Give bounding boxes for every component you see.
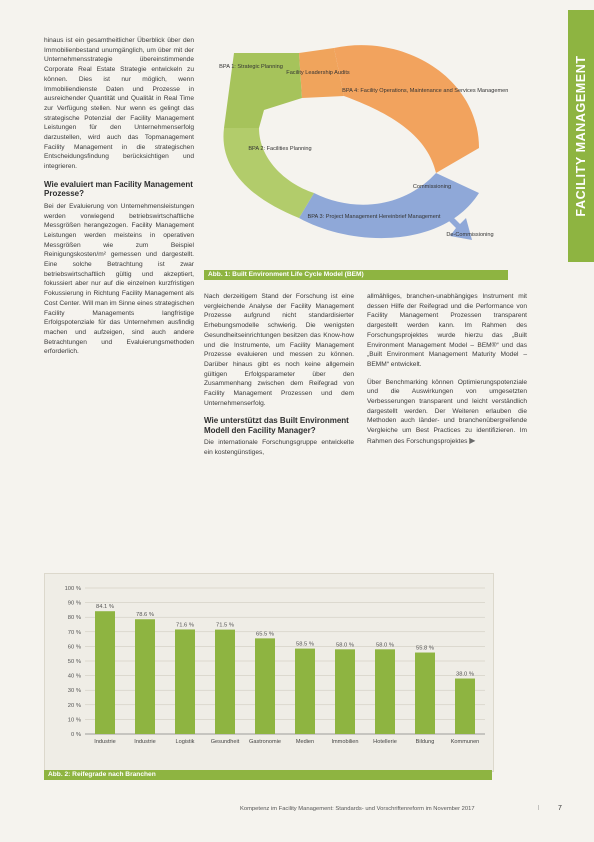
- segment-facilities-planning: [223, 128, 314, 218]
- segment-label: BPA 2: Facilities Planning: [248, 146, 312, 152]
- section-heading: Wie evaluiert man Facility Management Prozesse?: [44, 179, 193, 199]
- data-label: 71.5 %: [215, 622, 235, 629]
- continue-arrow-icon: ▶: [469, 435, 476, 445]
- y-tick-label: 60 %: [67, 644, 81, 651]
- section-heading: Wie unterstützt das Built Environment Modell den Facility Manager?: [204, 416, 349, 435]
- bar: [255, 638, 275, 734]
- x-tick-label: Gastronomie: [248, 739, 282, 745]
- segment-label: BPA 4: Facility Operations, Maintenance and Services Management: [342, 88, 508, 94]
- data-label: 58.0 %: [375, 642, 395, 649]
- data-label: 38.0 %: [455, 671, 475, 678]
- y-tick-label: 50 %: [67, 659, 81, 665]
- x-tick-label: Hotellerie: [373, 739, 397, 745]
- y-tick-label: 100 %: [64, 586, 81, 592]
- data-label: 71.6 %: [175, 622, 195, 629]
- data-label: 65.5 %: [255, 631, 275, 638]
- y-tick-label: 30 %: [67, 688, 81, 695]
- x-tick-label: Immobilien: [331, 739, 359, 745]
- y-tick-label: 20 %: [67, 702, 81, 709]
- segment-label: BPA 3: Project Management Hereinbrief Management: [307, 214, 441, 220]
- page-footer: [240, 806, 570, 812]
- bar: [455, 679, 475, 734]
- figure-caption: Abb. 1: Built Environment Life Cycle Model (BEM): [204, 270, 508, 280]
- data-label: 78.6 %: [135, 612, 155, 619]
- life-cycle-diagram: [204, 38, 508, 270]
- bar: [95, 611, 115, 734]
- data-label: 55.8 %: [415, 645, 435, 652]
- footer-separator: |: [538, 805, 540, 811]
- y-tick-label: 40 %: [67, 673, 81, 680]
- bar: [375, 649, 395, 734]
- paragraph: Nach derzeitigem Stand der Forschung ist eine vergleichende Analyse der Facility Management Prozesse aufgrund nicht standardisierter Erhebungsmodelle schwierig. Die wenigsten Gesundheitseinrichtungen besitzen das Know-how und die Instrumente, um Facility Management Prozesse evaluieren und messen zu können. Darüber hinaus gibt es noch keine allgemein gültigen Erfolgsparameter über den Zusammenhang zwischen dem Reifegrad von Facility Management Prozessen und dem Unternehmenserfolg.: [204, 293, 354, 407]
- page-number: 7: [558, 805, 562, 812]
- x-tick-label: Kommunen: [450, 739, 480, 745]
- segment-label: BPA 1: Strategic Planning: [219, 64, 283, 70]
- decommissioning-label: De-Commissioning: [446, 232, 494, 238]
- paragraph: Über Benchmarking können Optimierungspotenziale und die Auswirkungen von umgesetzten Verbesserungen transparent und leicht verständlich dargestellt werden. Der Weiteren erlauben die Methoden auch länder- und branchenübergreifende Vergleiche um Best Practices zu identifizieren. Im Rahmen des Forschungsprojektes ▶: [367, 378, 527, 445]
- segment-project-management: [299, 173, 479, 238]
- x-tick-label: Gesundheit: [210, 739, 240, 745]
- paragraph: allmähliges, branchen-unabhängiges Instrument mit dessen Hilfe der Reifegrad und die Performance von Facility Management Prozessen transparent dargestellt werden kann. Im Rahmen des Forschungsprojektes wurde hierzu das „Built Environment Management Model – BEM®“ und das „Built Environment Management Maturity Model – BEMM“ entwickelt.: [367, 293, 527, 368]
- maturity-bar-chart: [44, 573, 494, 772]
- bar: [415, 653, 435, 734]
- text-column-2: [204, 292, 354, 458]
- x-tick-label: Medien: [295, 739, 315, 745]
- x-tick-label: Bildung: [415, 739, 435, 745]
- data-label: 84.1 %: [95, 604, 115, 611]
- x-tick-label: Industrie: [94, 739, 116, 745]
- bar-chart-svg: [45, 574, 493, 771]
- x-tick-label: Logistik: [175, 739, 195, 745]
- bar: [175, 629, 195, 734]
- section-tab: [568, 10, 594, 262]
- paragraph: Bei der Evaluierung von Unternehmensleistungen werden vorwiegend betriebswirtschaftliche Messgrößen herangezogen. Facility Management Leistungen werden meisteins in operativen Messgrößen wie zum Beispiel Reinigungskosten/m² gemessen und dargestellt. Eine solche Betrachtung ist zwar betriebswirtschaftlich gültig und akzeptiert, fokussiert aber nur auf die einzelnen kurzfristigen Fokussierung in Richtung Facility Management als Cost Center. Will man im Sinne eines strategischen Facility Managements langfristige Erfolgspotenziale für das Unternehmen ausfindig machen und aufzeigen, sind auch andere Betrachtungen und Evaluierungsmethoden erforderlich.: [44, 202, 194, 356]
- y-tick-label: 10 %: [67, 717, 81, 724]
- text-column-3: [367, 292, 527, 447]
- chart-caption: Abb. 2: Reifegrade nach Branchen: [44, 770, 492, 780]
- segment-label: Facility Leadership Audits: [286, 70, 350, 76]
- section-tab-label: FACILITY MANAGEMENT: [574, 55, 588, 217]
- data-label: 58.0 %: [335, 642, 355, 649]
- footer-text: Kompetenz im Facility Management: Standards- und Vorschriftenreform im November 2017: [240, 806, 475, 812]
- bar: [135, 619, 155, 734]
- y-tick-label: 90 %: [67, 600, 81, 607]
- y-tick-label: 0 %: [71, 732, 81, 738]
- bar: [335, 649, 355, 734]
- bar: [215, 630, 235, 734]
- bar: [295, 649, 315, 734]
- paragraph: hinaus ist ein gesamtheitlicher Überblick über den Immobilienbestand unumgänglich, um über mit der Unternehmensstrategie übereinstimmende Corporate Real Estate Strategie entwickeln zu können. Dies ist nur möglich, wenn Immobiliendienste Daten und Prozesse in ausreichender Quantität und Qualität in Real Time zur Verfügung stellen. Nur wenn es gelingt das strategische Potenzial der Facility Management Leistungen für den Unternehmenserfolg darzustellen, wird auch das Topmanagement Facility Management in die strategischen Entscheidungsfindung berücksichtigen und integrieren.: [44, 37, 194, 171]
- segment-operations: [334, 45, 479, 173]
- paragraph: Die internationale Forschungsgruppe entwickelte ein kostengünstiges,: [204, 439, 354, 457]
- data-label: 58.5 %: [295, 641, 315, 648]
- text-column-1: [44, 36, 194, 357]
- y-tick-label: 80 %: [67, 615, 81, 622]
- commissioning-label: Commissioning: [412, 184, 452, 190]
- x-tick-label: Industrie: [134, 739, 156, 745]
- y-tick-label: 70 %: [67, 629, 81, 636]
